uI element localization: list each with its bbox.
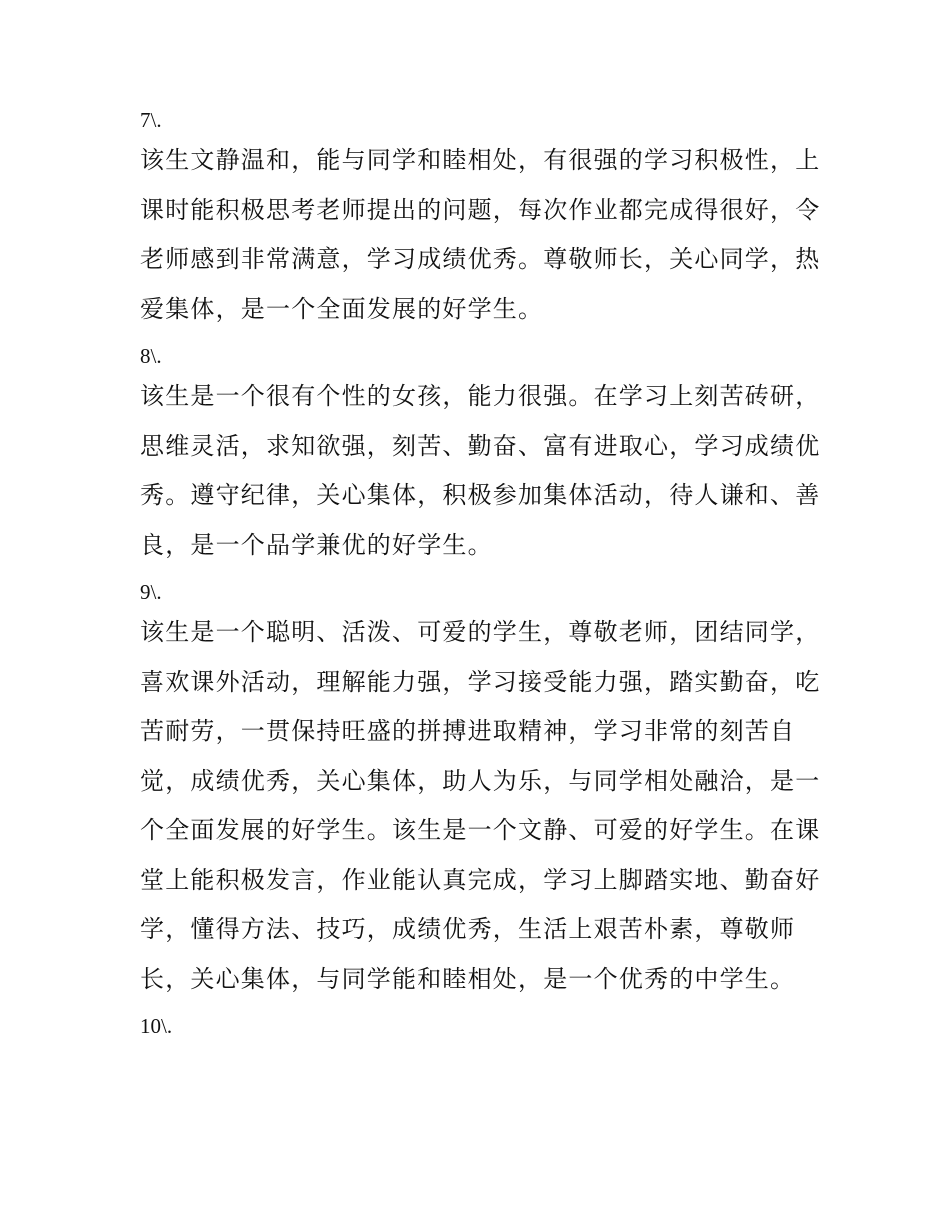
paragraph-line: 课时能积极思考老师提出的问题，每次作业都完成得很好，令 [140, 195, 821, 224]
paragraph-line: 老师感到非常满意，学习成绩优秀。尊敬师长，关心同学，热 [140, 245, 821, 273]
paragraph-line: 学，懂得方法、技巧，成绩优秀，生活上艰苦朴素，尊敬师 [140, 915, 796, 943]
section-number-7: 7\. [140, 108, 162, 132]
paragraph-line: 觉，成绩优秀，关心集体，助人为乐，与同学相处融洽，是一 [140, 766, 821, 795]
paragraph-line: 喜欢课外活动，理解能力强，学习接受能力强，踏实勤奋，吃 [140, 667, 821, 696]
section-9-paragraph [140, 608, 820, 1004]
paragraph-line: 爱集体，是一个全面发展的好学生。 [140, 294, 544, 323]
section-7-paragraph [140, 136, 820, 334]
paragraph-line: 长，关心集体，与同学能和睦相处，是一个优秀的中学生。 [140, 964, 796, 993]
section-number-9: 9\. [140, 580, 162, 604]
paragraph-line: 堂上能积极发言，作业能认真完成，学习上脚踏实地、勤奋好 [140, 865, 821, 894]
document-page [140, 100, 820, 1042]
paragraph-line: 该生是一个很有个性的女孩，能力很强。在学习上刻苦砖研， [140, 382, 821, 410]
paragraph-line: 苦耐劳，一贯保持旺盛的拼搏进取精神，学习非常的刻苦自 [140, 717, 796, 745]
paragraph-line: 该生是一个聪明、活泼、可爱的学生，尊敬老师，团结同学， [140, 618, 821, 646]
paragraph-line: 良，是一个品学兼优的好学生。 [140, 530, 493, 559]
paragraph-line: 该生文静温和，能与同学和睦相处，有很强的学习积极性，上 [140, 146, 821, 174]
paragraph-line: 思维灵活，求知欲强，刻苦、勤奋、富有进取心，学习成绩优 [140, 431, 821, 460]
section-8-paragraph [140, 372, 820, 570]
paragraph-line: 秀。遵守纪律，关心集体，积极参加集体活动，待人谦和、善 [140, 481, 821, 509]
section-number-8: 8\. [140, 344, 162, 368]
section-number-10: 10\. [140, 1014, 173, 1038]
paragraph-line: 个全面发展的好学生。该生是一个文静、可爱的好学生。在课 [140, 816, 821, 844]
